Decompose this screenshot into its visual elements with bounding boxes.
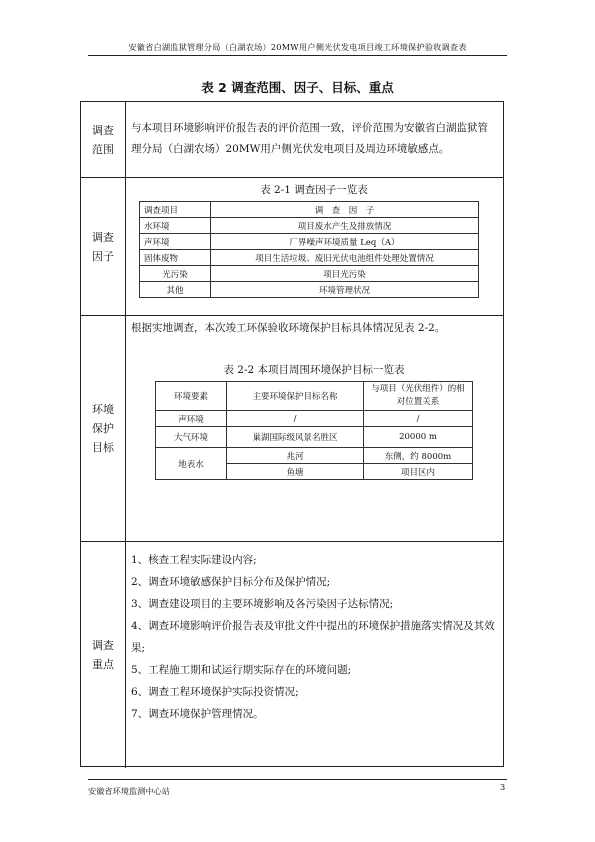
page-number: 3 (500, 782, 506, 792)
factors-label-cell (81, 178, 126, 315)
targets-content (125, 316, 503, 541)
scope-content (125, 102, 503, 177)
factors-row-item (140, 282, 479, 298)
table-title: 表 2 调查范围、因子、目标、重点 (201, 80, 394, 95)
factors-header-cell: 调查项目 (140, 202, 211, 218)
factors-row-item (140, 250, 479, 266)
targets-label: 环境保护目标 (92, 403, 114, 454)
targets-header-cell: 环境要素 (156, 382, 227, 411)
targets-header-row (156, 382, 473, 411)
targets-row-item (156, 448, 473, 464)
factors-row-item (140, 218, 479, 234)
targets-header-cell: 主要环境保护目标名称 (227, 382, 364, 411)
focus-item: 7、调查环境保护管理情况。 (131, 708, 264, 720)
target-position: / (364, 411, 473, 427)
target-element: 声环境 (156, 411, 227, 427)
scope-text: 与本项目环境影响评价报告表的评价范围一致，评价范围为安徽省白湖监狱管理分局（白湖农场）20MW用户侧光伏发电项目及周边环境敏感点。 (131, 122, 488, 155)
factors-table-title: 表 2-1 调查因子一览表 (260, 184, 368, 196)
target-element: 大气环境 (156, 427, 227, 448)
factor-value: 项目生活垃圾、废旧光伏电池组件处理处置情况 (211, 250, 479, 266)
targets-row-item (156, 411, 473, 427)
factor-item: 其他 (140, 282, 211, 298)
focus-row (81, 541, 503, 768)
factor-value: 环境管理状况 (211, 282, 479, 298)
target-name: 兆河 (227, 448, 364, 464)
survey-table (80, 101, 504, 767)
scope-label-cell (81, 102, 126, 177)
factor-item: 光污染 (140, 266, 211, 282)
targets-table-title: 表 2-2 本项目周围环境保护目标一览表 (223, 364, 405, 376)
focus-label: 调查重点 (92, 639, 114, 671)
target-element: 地表水 (156, 448, 227, 480)
factor-item: 固体废物 (140, 250, 211, 266)
target-position: 东侧，约 8000m (364, 448, 473, 464)
scope-label: 调查范围 (92, 123, 114, 156)
page-header: 安徽省白湖监狱管理分局（白湖农场）20MW用户侧光伏发电项目竣工环境保护验收调查表 (128, 42, 467, 52)
focus-content (125, 542, 503, 768)
targets-header-cell: 与项目（光伏组件）的相对位置关系 (364, 382, 473, 411)
factors-table (139, 201, 479, 298)
factor-item: 声环境 (140, 234, 211, 250)
scope-row (81, 102, 503, 177)
factors-row-item (140, 266, 479, 282)
focus-item: 2、调查环境敏感保护目标分布及保护情况; (131, 576, 331, 588)
factor-value: 厂界噪声环境质量 Leq（A） (211, 234, 479, 250)
target-name: / (227, 411, 364, 427)
target-position: 项目区内 (364, 464, 473, 480)
targets-row-item (156, 427, 473, 448)
focus-label-cell (81, 542, 126, 768)
focus-item: 3、调查建设项目的主要环境影响及各污染因子达标情况; (131, 598, 394, 610)
focus-item: 5、工程施工期和试运行期实际存在的环境问题; (131, 664, 352, 676)
targets-table (155, 381, 473, 480)
targets-label-cell (81, 316, 126, 541)
header-rule (88, 55, 507, 56)
factors-label: 调查因子 (92, 230, 114, 263)
factor-value: 项目废水产生及排放情况 (211, 218, 479, 234)
targets-row (81, 315, 503, 541)
factors-header-row (140, 202, 479, 218)
footer-org: 安徽省环境监测中心站 (88, 786, 170, 796)
footer-rule (88, 779, 507, 780)
focus-item: 1、核查工程实际建设内容; (131, 554, 257, 566)
factor-item: 水环境 (140, 218, 211, 234)
target-name: 巢湖国际级风景名胜区 (227, 427, 364, 448)
factors-header-cell: 调 查 因 子 (211, 202, 479, 218)
target-position: 20000 m (364, 427, 473, 448)
factors-content (125, 178, 503, 315)
focus-item: 4、调查环境影响评价报告表及审批文件中提出的环境保护措施落实情况及其效果; (131, 620, 495, 654)
factors-row-item (140, 234, 479, 250)
focus-item: 6、调查工程环境保护实际投资情况; (131, 686, 299, 698)
targets-intro: 根据实地调查，本次竣工环保验收环境保护目标具体情况见表 2-2。 (131, 322, 446, 334)
factor-value: 项目光污染 (211, 266, 479, 282)
factors-row (81, 177, 503, 315)
target-name: 鱼塘 (227, 464, 364, 480)
